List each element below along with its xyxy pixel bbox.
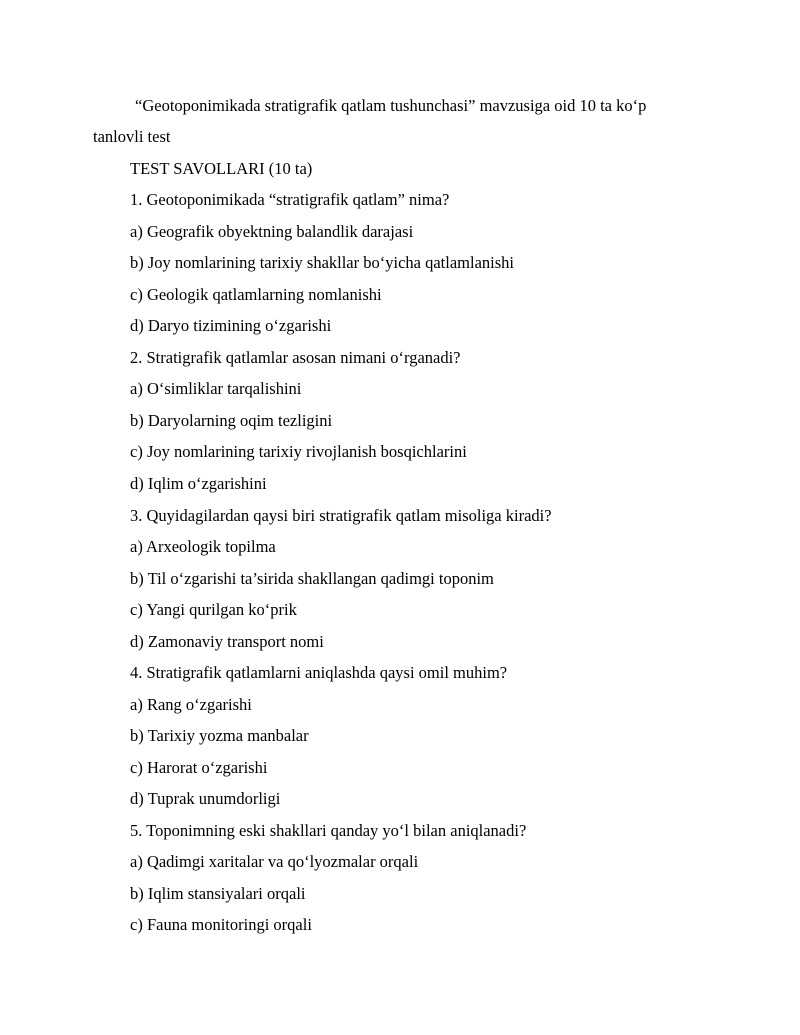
answer-option: c) Geologik qatlamlarning nomlanishi: [130, 285, 382, 304]
answer-option: b) Daryolarning oqim tezligini: [130, 411, 333, 430]
question-2: 2. Stratigrafik qatlamlar asosan nimani o‘rganadi?: [130, 348, 461, 367]
document-intro-line-1: “Geotoponimikada stratigrafik qatlam tushunchasi” mavzusiga oid 10 ta ko‘p: [135, 96, 647, 115]
answer-option: c) Harorat o‘zgarishi: [130, 758, 268, 777]
section-heading: TEST SAVOLLARI (10 ta): [130, 159, 313, 178]
answer-option: c) Yangi qurilgan ko‘prik: [130, 600, 297, 619]
answer-option: a) Qadimgi xaritalar va qo‘lyozmalar orqali: [130, 852, 419, 871]
answer-option: c) Joy nomlarining tarixiy rivojlanish bosqichlarini: [130, 442, 467, 461]
question-5: 5. Toponimning eski shakllari qanday yo‘l bilan aniqlanadi?: [130, 821, 527, 840]
answer-option: a) Arxeologik topilma: [130, 537, 276, 556]
answer-option: a) O‘simliklar tarqalishini: [130, 379, 302, 398]
question-3: 3. Quyidagilardan qaysi biri stratigrafik qatlam misoliga kiradi?: [130, 506, 552, 525]
answer-option: a) Geografik obyektning balandlik darajasi: [130, 222, 414, 241]
answer-option: b) Til o‘zgarishi ta’sirida shakllangan qadimgi toponim: [130, 569, 494, 588]
answer-option: b) Joy nomlarining tarixiy shakllar bo‘yicha qatlamlanishi: [130, 253, 514, 272]
question-4: 4. Stratigrafik qatlamlarni aniqlashda qaysi omil muhim?: [130, 663, 508, 682]
document-intro-line-2: tanlovli test: [93, 127, 171, 146]
answer-option: a) Rang o‘zgarishi: [130, 695, 252, 714]
answer-option: d) Iqlim o‘zgarishini: [130, 474, 267, 493]
answer-option: b) Iqlim stansiyalari orqali: [130, 884, 306, 903]
question-1: 1. Geotoponimikada “stratigrafik qatlam” nima?: [130, 190, 450, 209]
answer-option: b) Tarixiy yozma manbalar: [130, 726, 309, 745]
answer-option: c) Fauna monitoringi orqali: [130, 915, 312, 934]
answer-option: d) Zamonaviy transport nomi: [130, 632, 324, 651]
answer-option: d) Daryo tizimining o‘zgarishi: [130, 316, 332, 335]
answer-option: d) Tuprak unumdorligi: [130, 789, 281, 808]
